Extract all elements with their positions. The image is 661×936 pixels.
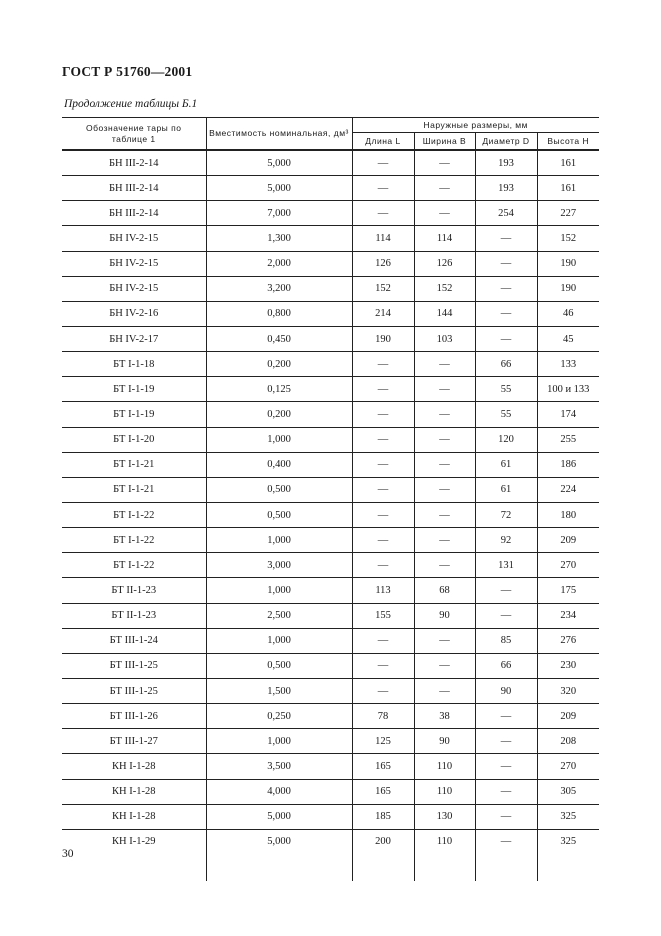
table-row [62, 301, 599, 326]
cell-height: 180 [537, 502, 599, 527]
cell-code: БН III-2-14 [62, 176, 206, 201]
cell-code: БТ I-1-18 [62, 352, 206, 377]
cell-diameter: — [475, 829, 537, 881]
cell-length: — [352, 528, 414, 553]
cell-diameter: 131 [475, 553, 537, 578]
table-row [62, 578, 599, 603]
cell-capacity: 0,500 [206, 653, 352, 678]
cell-width: — [414, 402, 475, 427]
table-row [62, 804, 599, 829]
cell-length: 125 [352, 729, 414, 754]
cell-capacity: 1,000 [206, 427, 352, 452]
cell-length: 78 [352, 704, 414, 729]
table-row [62, 603, 599, 628]
cell-length: — [352, 427, 414, 452]
cell-diameter: 61 [475, 477, 537, 502]
cell-width: 68 [414, 578, 475, 603]
cell-width: — [414, 352, 475, 377]
cell-capacity: 2,500 [206, 603, 352, 628]
cell-width: 90 [414, 603, 475, 628]
cell-capacity: 0,125 [206, 377, 352, 402]
cell-capacity: 7,000 [206, 201, 352, 226]
cell-length: — [352, 502, 414, 527]
cell-capacity: 1,000 [206, 528, 352, 553]
cell-height: 224 [537, 477, 599, 502]
cell-width: — [414, 176, 475, 201]
cell-code: БТ III-1-26 [62, 704, 206, 729]
cell-height: 325 [537, 804, 599, 829]
cell-code: БН III-2-14 [62, 201, 206, 226]
cell-diameter: — [475, 603, 537, 628]
cell-code: БТ I-1-22 [62, 502, 206, 527]
header-capacity: Вместимость номинальная, дм³ [206, 118, 352, 151]
table-row [62, 653, 599, 678]
header-height: Высота H [537, 133, 599, 151]
cell-capacity: 5,000 [206, 150, 352, 176]
cell-code: БТ I-1-19 [62, 377, 206, 402]
table-caption: Продолжение таблицы Б.1 [64, 98, 198, 110]
cell-length: 165 [352, 779, 414, 804]
cell-length: — [352, 452, 414, 477]
cell-diameter: 193 [475, 176, 537, 201]
cell-length: 113 [352, 578, 414, 603]
cell-length: 126 [352, 251, 414, 276]
cell-length: 185 [352, 804, 414, 829]
cell-diameter: — [475, 704, 537, 729]
cell-diameter: 55 [475, 377, 537, 402]
table-row [62, 754, 599, 779]
table-row [62, 326, 599, 351]
cell-diameter: 90 [475, 678, 537, 703]
cell-height: 161 [537, 150, 599, 176]
cell-code: БТ III-1-25 [62, 653, 206, 678]
cell-length: — [352, 150, 414, 176]
cell-code: КН I-1-28 [62, 804, 206, 829]
table-row [62, 477, 599, 502]
dimensions-table [62, 117, 599, 881]
cell-capacity: 1,000 [206, 628, 352, 653]
cell-height: 305 [537, 779, 599, 804]
cell-diameter: 85 [475, 628, 537, 653]
cell-height: 190 [537, 251, 599, 276]
cell-diameter: 66 [475, 352, 537, 377]
cell-capacity: 0,500 [206, 502, 352, 527]
cell-code: БТ I-1-22 [62, 553, 206, 578]
cell-diameter: — [475, 729, 537, 754]
cell-height: 208 [537, 729, 599, 754]
cell-diameter: 92 [475, 528, 537, 553]
cell-height: 45 [537, 326, 599, 351]
cell-length: 114 [352, 226, 414, 251]
cell-length: 200 [352, 829, 414, 881]
table-row [62, 427, 599, 452]
cell-code: БН IV-2-15 [62, 276, 206, 301]
cell-length: — [352, 352, 414, 377]
table-row [62, 402, 599, 427]
cell-code: БТ I-1-21 [62, 477, 206, 502]
cell-code: КН I-1-29 [62, 829, 206, 881]
cell-height: 209 [537, 528, 599, 553]
cell-capacity: 1,000 [206, 729, 352, 754]
cell-capacity: 0,400 [206, 452, 352, 477]
page-number: 30 [62, 848, 74, 860]
table-row [62, 452, 599, 477]
cell-width: — [414, 528, 475, 553]
cell-length: — [352, 678, 414, 703]
header-outer-dimensions: Наружные размеры, мм [352, 118, 599, 133]
table-body [62, 150, 599, 881]
header-diameter: Диаметр D [475, 133, 537, 151]
cell-width: — [414, 628, 475, 653]
table-row [62, 251, 599, 276]
cell-code: БТ III-1-27 [62, 729, 206, 754]
cell-code: КН I-1-28 [62, 779, 206, 804]
cell-length: — [352, 628, 414, 653]
table-row [62, 226, 599, 251]
cell-code: БТ I-1-22 [62, 528, 206, 553]
cell-width: — [414, 427, 475, 452]
document-title: ГОСТ Р 51760—2001 [62, 64, 193, 79]
cell-capacity: 0,450 [206, 326, 352, 351]
cell-length: 214 [352, 301, 414, 326]
table-row [62, 176, 599, 201]
table-row [62, 678, 599, 703]
cell-code: БН IV-2-16 [62, 301, 206, 326]
cell-length: 152 [352, 276, 414, 301]
cell-width: — [414, 201, 475, 226]
cell-height: 276 [537, 628, 599, 653]
cell-code: БТ I-1-20 [62, 427, 206, 452]
cell-width: — [414, 553, 475, 578]
cell-code: БТ I-1-21 [62, 452, 206, 477]
cell-code: БН IV-2-15 [62, 226, 206, 251]
cell-height: 175 [537, 578, 599, 603]
cell-height: 270 [537, 553, 599, 578]
cell-code: БТ III-1-24 [62, 628, 206, 653]
cell-width: — [414, 653, 475, 678]
header-length: Длина L [352, 133, 414, 151]
cell-height: 230 [537, 653, 599, 678]
cell-diameter: 193 [475, 150, 537, 176]
cell-height: 190 [537, 276, 599, 301]
cell-width: 110 [414, 754, 475, 779]
table-row [62, 729, 599, 754]
cell-height: 161 [537, 176, 599, 201]
cell-diameter: — [475, 301, 537, 326]
cell-height: 133 [537, 352, 599, 377]
cell-length: — [352, 377, 414, 402]
cell-code: БН III-2-14 [62, 150, 206, 176]
cell-height: 227 [537, 201, 599, 226]
cell-code: БТ II-1-23 [62, 578, 206, 603]
cell-length: 155 [352, 603, 414, 628]
table-row [62, 829, 599, 881]
table-row [62, 553, 599, 578]
cell-width: — [414, 477, 475, 502]
cell-width: — [414, 377, 475, 402]
cell-capacity: 2,000 [206, 251, 352, 276]
cell-length: — [352, 553, 414, 578]
cell-capacity: 1,000 [206, 578, 352, 603]
cell-capacity: 0,200 [206, 352, 352, 377]
cell-length: — [352, 402, 414, 427]
cell-height: 209 [537, 704, 599, 729]
cell-width: 144 [414, 301, 475, 326]
cell-width: — [414, 452, 475, 477]
table-row [62, 628, 599, 653]
cell-width: 126 [414, 251, 475, 276]
cell-diameter: 66 [475, 653, 537, 678]
cell-width: 152 [414, 276, 475, 301]
cell-diameter: 120 [475, 427, 537, 452]
cell-capacity: 3,500 [206, 754, 352, 779]
cell-capacity: 5,000 [206, 829, 352, 881]
cell-code: БТ I-1-19 [62, 402, 206, 427]
cell-diameter: — [475, 251, 537, 276]
cell-width: 103 [414, 326, 475, 351]
cell-width: — [414, 678, 475, 703]
cell-height: 46 [537, 301, 599, 326]
cell-diameter: — [475, 326, 537, 351]
cell-diameter: 72 [475, 502, 537, 527]
cell-capacity: 1,500 [206, 678, 352, 703]
cell-length: 165 [352, 754, 414, 779]
cell-capacity: 0,250 [206, 704, 352, 729]
cell-diameter: — [475, 276, 537, 301]
cell-capacity: 4,000 [206, 779, 352, 804]
cell-height: 325 [537, 829, 599, 881]
cell-length: — [352, 176, 414, 201]
table-row [62, 779, 599, 804]
cell-diameter: — [475, 779, 537, 804]
cell-height: 270 [537, 754, 599, 779]
cell-height: 186 [537, 452, 599, 477]
cell-diameter: 61 [475, 452, 537, 477]
cell-code: БТ III-1-25 [62, 678, 206, 703]
table-row [62, 528, 599, 553]
cell-code: БН IV-2-17 [62, 326, 206, 351]
table-header [62, 118, 599, 151]
table-row [62, 502, 599, 527]
cell-diameter: 55 [475, 402, 537, 427]
table-row [62, 201, 599, 226]
cell-diameter: — [475, 804, 537, 829]
cell-diameter: — [475, 754, 537, 779]
cell-length: 190 [352, 326, 414, 351]
cell-height: 174 [537, 402, 599, 427]
cell-width: 130 [414, 804, 475, 829]
cell-width: 110 [414, 829, 475, 881]
cell-length: — [352, 201, 414, 226]
cell-width: — [414, 150, 475, 176]
table-row [62, 352, 599, 377]
cell-capacity: 3,000 [206, 553, 352, 578]
cell-code: БН IV-2-15 [62, 251, 206, 276]
cell-width: 38 [414, 704, 475, 729]
cell-capacity: 5,000 [206, 804, 352, 829]
cell-capacity: 0,800 [206, 301, 352, 326]
cell-code: КН I-1-28 [62, 754, 206, 779]
cell-width: 90 [414, 729, 475, 754]
cell-width: 114 [414, 226, 475, 251]
cell-height: 320 [537, 678, 599, 703]
cell-length: — [352, 477, 414, 502]
cell-diameter: — [475, 578, 537, 603]
cell-diameter: — [475, 226, 537, 251]
cell-diameter: 254 [475, 201, 537, 226]
cell-capacity: 5,000 [206, 176, 352, 201]
cell-capacity: 0,200 [206, 402, 352, 427]
cell-capacity: 1,300 [206, 226, 352, 251]
header-code: Обозначение тары по таблице 1 [62, 118, 206, 151]
cell-capacity: 0,500 [206, 477, 352, 502]
table-row [62, 276, 599, 301]
cell-height: 255 [537, 427, 599, 452]
table-row [62, 150, 599, 176]
header-width: Ширина B [414, 133, 475, 151]
table-row [62, 377, 599, 402]
table-row [62, 704, 599, 729]
cell-width: 110 [414, 779, 475, 804]
cell-length: — [352, 653, 414, 678]
cell-width: — [414, 502, 475, 527]
cell-height: 152 [537, 226, 599, 251]
cell-height: 100 и 133 [537, 377, 599, 402]
cell-height: 234 [537, 603, 599, 628]
cell-capacity: 3,200 [206, 276, 352, 301]
cell-code: БТ II-1-23 [62, 603, 206, 628]
